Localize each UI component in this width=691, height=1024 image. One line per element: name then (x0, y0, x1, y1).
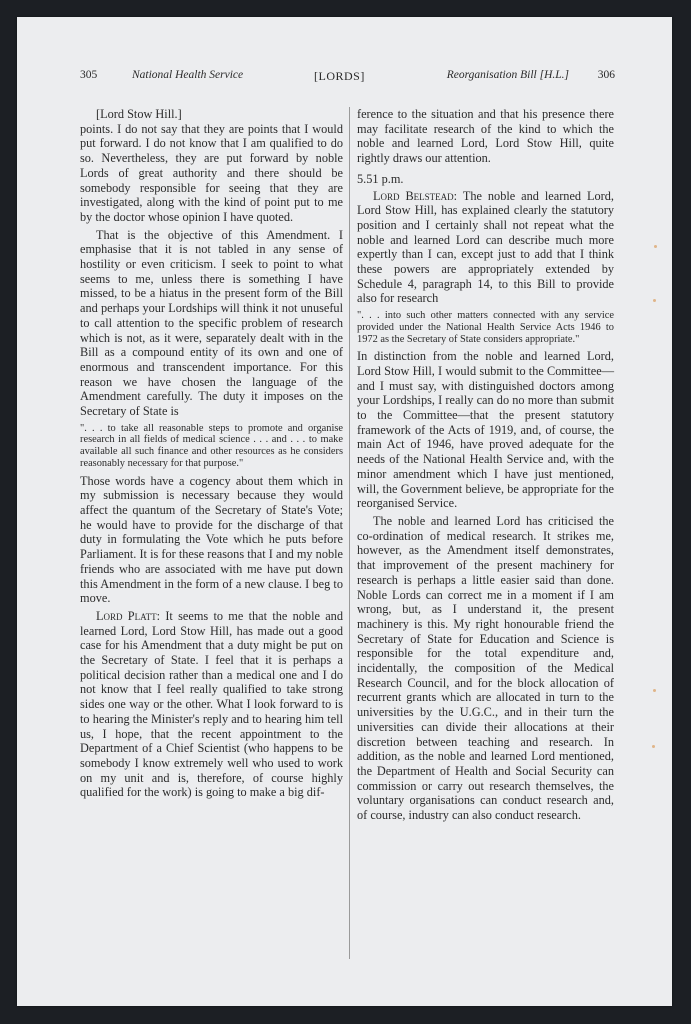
paper-speck (653, 299, 656, 302)
paragraph: ference to the situation and that his presence there may facilitate research of the kind to which the noble and learned Lord, Lord Stow Hill, quite rightly draws our attention. (357, 107, 614, 166)
paper-speck (652, 745, 655, 748)
right-column (357, 107, 614, 823)
running-speaker: [Lord Stow Hill.] (96, 107, 182, 121)
page-number-left: 305 (80, 69, 98, 81)
block-quote: ". . . into such other matters connected with any service provided under the National Health Service Acts 1946 to 1972 as the Secretary of State considers appropriate." (357, 310, 614, 345)
paragraph: That is the objective of this Amendment. I emphasise that it is not tabled in any sense of hostility or even criticism. I seek to point to what seems to me, unless there is something I have missed, to be a hiatus in the present form of the Bill and perhaps your Lordships will think it not unuseful to call attention to the specific problem of research which is not, as it were, separately dealt with in the Bill as a compound entity of its own and one of enormous and transcendent importance. For this reason we have chosen the language of the Amendment carefully. The duty it imposes on the Secretary of State is (80, 227, 343, 419)
timestamp: 5.51 p.m. (357, 171, 404, 186)
paper-speck (654, 245, 657, 248)
column-divider (349, 107, 350, 959)
speech-paragraph (80, 609, 343, 800)
header-center: [LORDS] (314, 69, 365, 83)
header-left-title: National Health Service (132, 69, 244, 81)
speech-paragraph (357, 189, 614, 307)
block-quote: ". . . to take all reasonable steps to promote and organise research in all fields of medical science . . . and . . . to make available all such finance and other resources as he considers reasonably necessary for that purpose." (80, 422, 343, 469)
speaker-name: Lord Belstead: (373, 188, 458, 203)
paragraph: points. I do not say that they are points that I would put forward. I do not know that I am qualified to do so. Nevertheless, they are put forward by noble Lords of great authority and there should be somebody responsible for seeing that they are investigated, along with the kind of point put to me by the doctor whose opinion I have quoted. (80, 121, 343, 224)
paragraph: The noble and learned Lord has criticised the co-ordination of medical research. It strikes me, however, as the Amendment itself demonstrates, that improvement of the present machinery for research is perhaps a little easier said than done. Noble Lords can correct me in a moment if I am wrong, but, as I understand it, the present machinery is this. My right honourable friend the Secretary of State for Education and Science is responsible for the total expenditure and, incidentally, the composition of the Medical Research Council, and for the block allocation of recurrent grants which are allocated in turn to the universities by the U.G.C., and in their turn the universities can divide their allocations at their discretion between teaching and research. In addition, as the noble and learned Lord mentioned, the Department of Health and Social Security can commission or carry out research themselves, the voluntary organisations can conduct research and, of course, industry can also conduct research. (357, 513, 614, 823)
left-column (80, 107, 343, 800)
running-header (80, 69, 615, 87)
speech-text: The noble and learned Lord, Lord Stow Hill, has explained clearly the statutory position and I certainly shall not repeat what the noble and learned Lord can describe much more expertly than I can, except just to add that I think these powers are appropriately extended by Schedule 4, paragraph 14, to this Bill to provide also for research (357, 188, 614, 306)
speaker-name: Lord Platt: (96, 608, 161, 623)
paragraph: In distinction from the noble and learned Lord, Lord Stow Hill, I would submit to the Committee—and I must say, with distinguished doctors among your Lordships, I really can do no more than submit to the Committee—that the present statutory framework of the Acts of 1919, and, of course, the main Act of 1946, have proved adequate for the needs of the National Health Service and, with the minor amendment which I have just mentioned, will, the Government believe, be appropriate for the reorganised Service. (357, 349, 614, 511)
speech-text: It seems to me that the noble and learned Lord, Lord Stow Hill, has made out a good case for his Amendment that a duty might be put on the Secretary of State. I feel that it is perhaps a political decision rather than a medical one and I do not know that I feel really qualified to take strong sides one way or the other. What I look forward to is to hearing the Minister's reply and to hearing him tell us, I hope, that the recent appointment to the Department of a Chief Scientist (who happens to be somebody I know extremely well who used to work on my unit and is, therefore, of course highly qualified for the work) is going to make a big dif- (80, 608, 343, 800)
page-sheet (17, 17, 672, 1006)
paragraph: Those words have a cogency about them which in my submission is necessary because they would affect the quantum of the Secretary of State's Vote; he would have to provide for the discharge of that duty in formulating the Vote which he puts before Parliament. It is for these reasons that I and my noble friends who are associated with me have put down this Amendment in the form of a new clause. I beg to move. (80, 473, 343, 606)
page-number-right: 306 (597, 69, 615, 81)
header-right-title: Reorganisation Bill [H.L.] (446, 69, 569, 81)
paper-speck (653, 689, 656, 692)
